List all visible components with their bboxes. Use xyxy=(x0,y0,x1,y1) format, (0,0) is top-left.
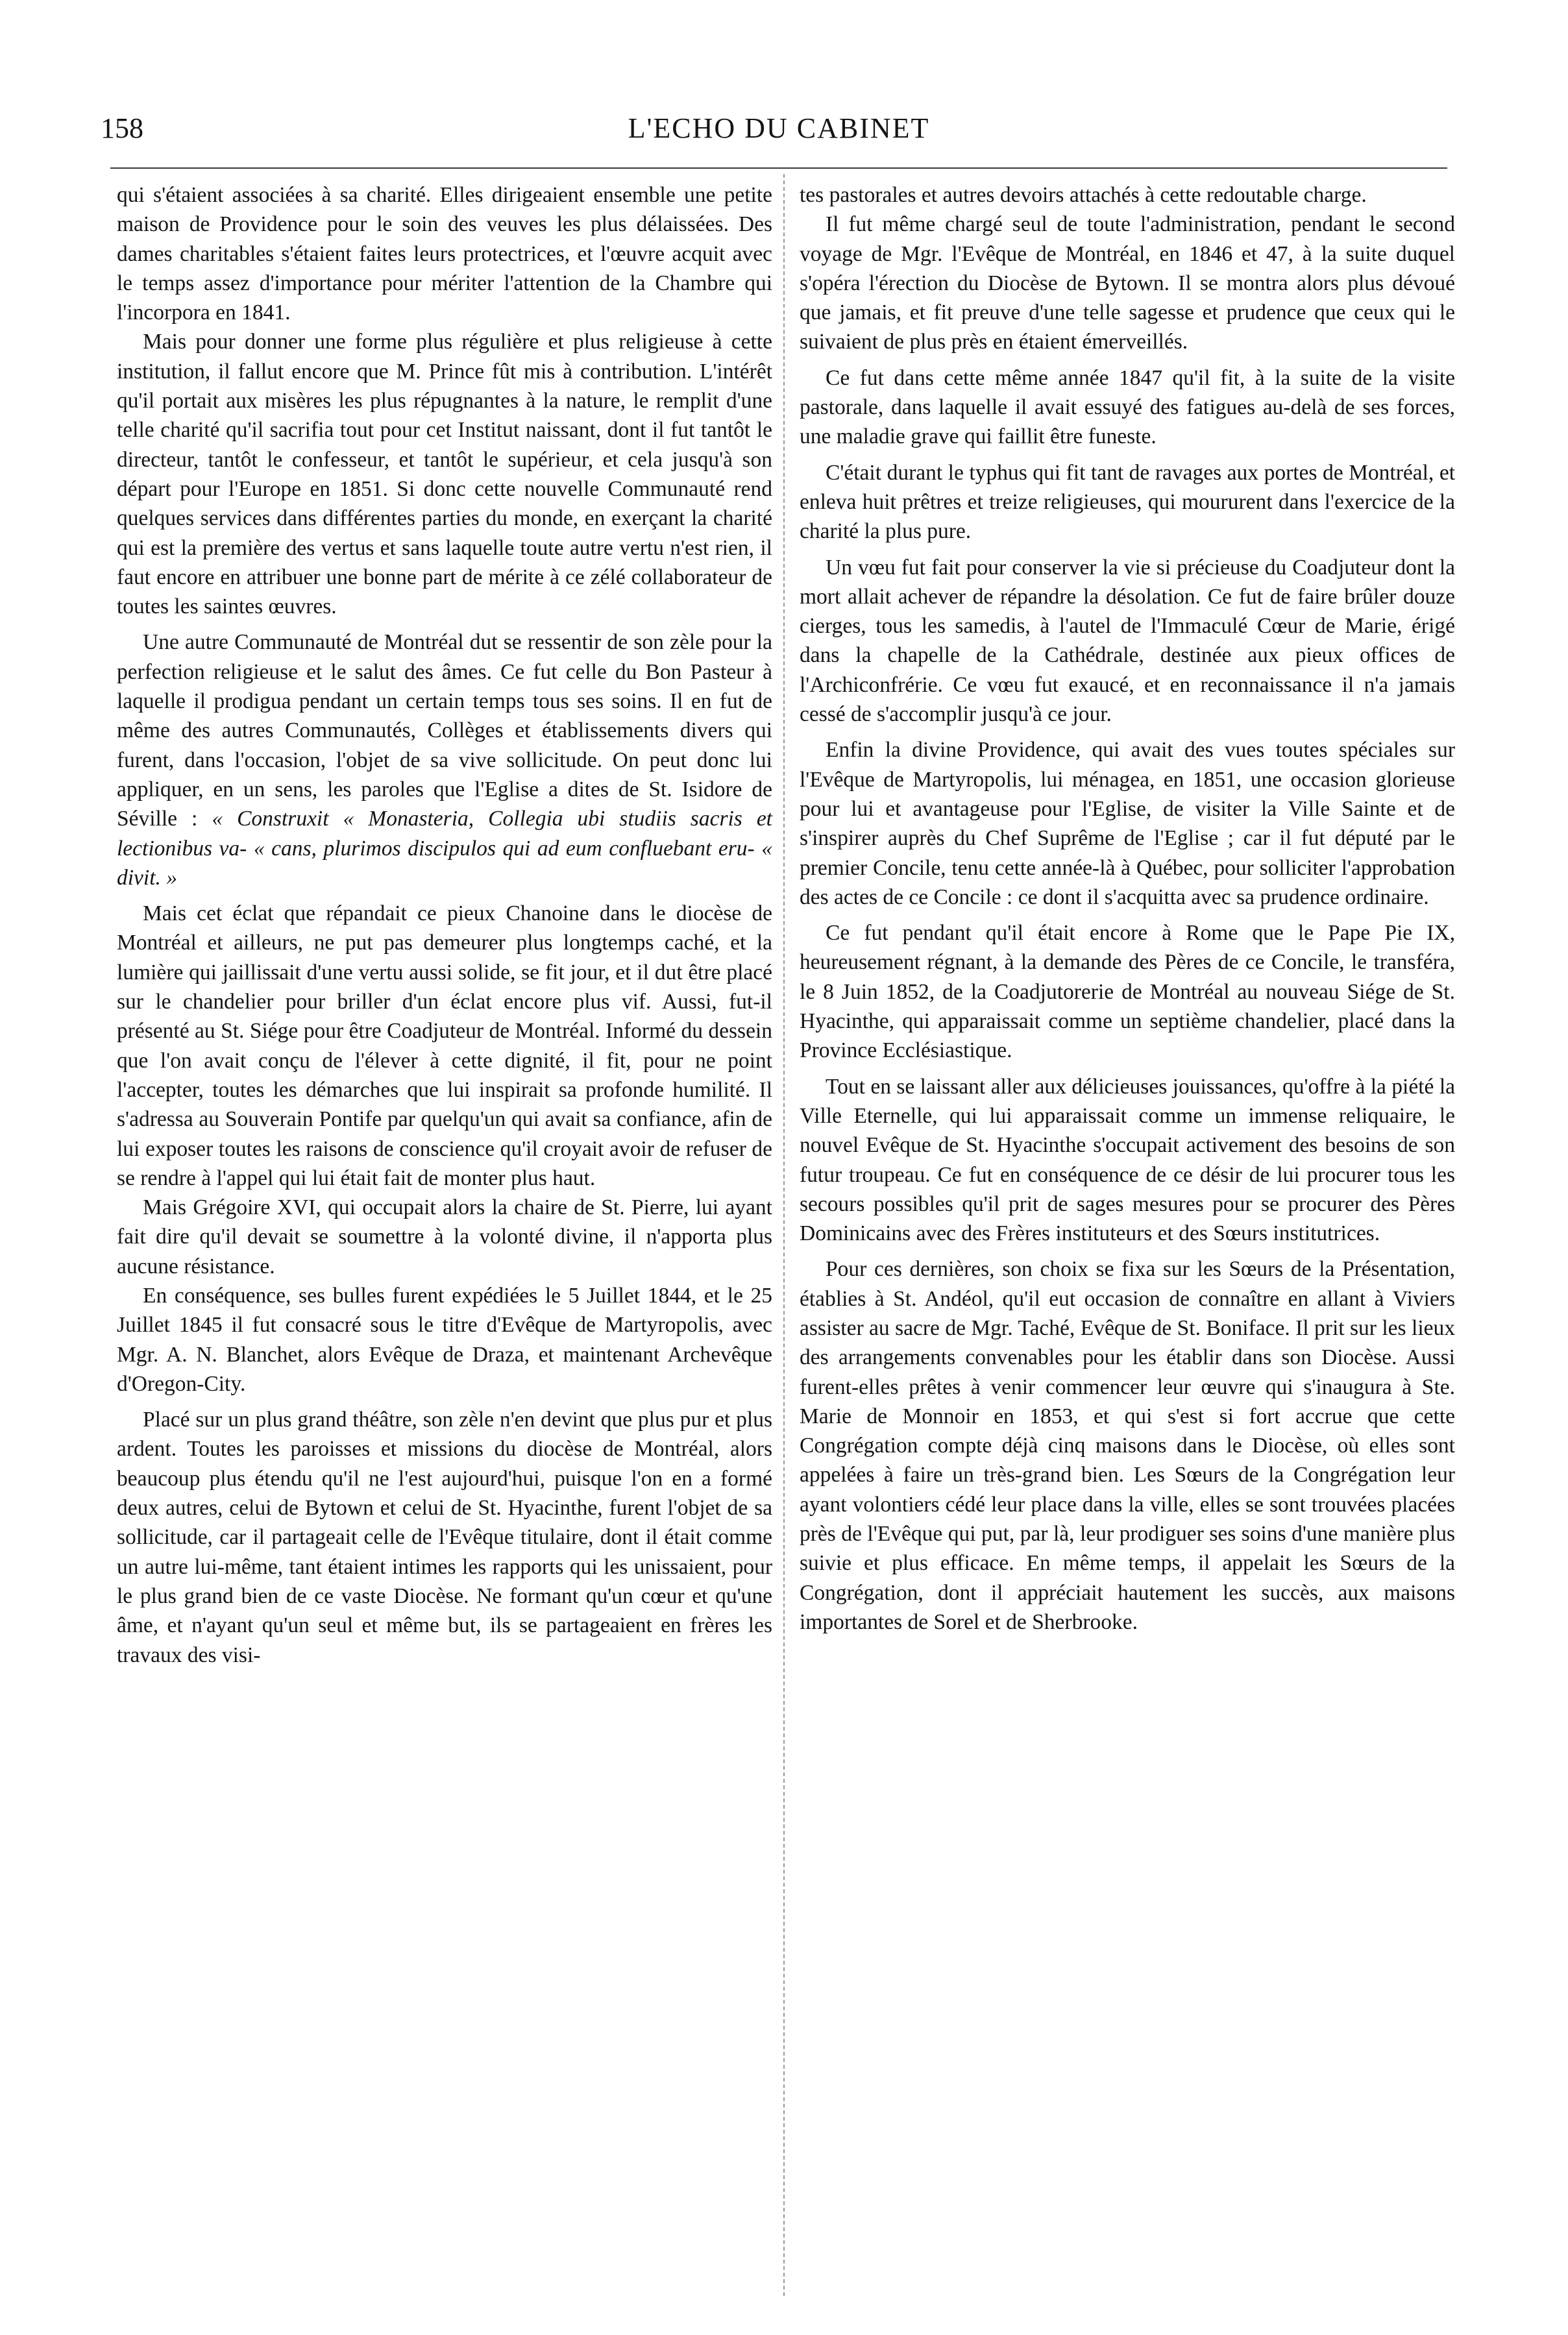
paragraph: qui s'étaient associées à sa charité. Elles dirigeaient ensemble une petite maison de Providence pour le soin des veuves les plus délaissées. Des dames charitables s'étaient faites leurs protectrices, et l'œuvre acquit avec le temps assez d'importance pour mériter l'attention de la Chambre qui l'incorpora en 1841. xyxy=(117,183,772,325)
latin-quotation: « Construxit « Monasteria, Collegia ubi studiis sacris et lectionibus va- « cans, plurimos discipulos qui ad eum confluebant eru- « divit. » xyxy=(117,807,772,890)
header-rule xyxy=(110,167,1447,169)
paragraph: C'était durant le typhus qui fit tant de ravages aux portes de Montréal, et enleva huit prêtres et treize religieuses, qui moururent dans l'exercice de la charité la plus pure. xyxy=(800,460,1455,544)
paragraph: Ce fut pendant qu'il était encore à Rome que le Pape Pie IX, heureusement régnant, à la demande des Pères de ce Concile, le transféra, le 8 Juin 1852, de la Coadjutorerie de Montréal au nouveau Siége de St. Hyacinthe, qui apparaissait comme un septième chandelier, placé dans la Province Ecclésiastique. xyxy=(800,921,1455,1063)
page-number: 158 xyxy=(101,112,143,144)
paragraph: Ce fut dans cette même année 1847 qu'il fit, à la suite de la visite pastorale, dans laquelle il avait essuyé des fatigues au-delà de ses forces, une maladie grave qui faillit être funeste. xyxy=(800,365,1455,449)
paragraph: Placé sur un plus grand théâtre, son zèle n'en devint que plus pur et plus ardent. Toutes les paroisses et missions du diocèse de Montréal, alors beaucoup plus étendu qu'il ne l'est aujourd'hui, puisque l'on en a formé deux autres, celui de Bytown et celui de St. Hyacinthe, furent l'objet de sa sollicitude, car il partageait celle de l'Evêque titulaire, dont il était comme un autre lui-même, tant étaient intimes les rapports qui les unissaient, pour le plus grand bien de ce vaste Diocèse. Ne formant qu'un cœur et qu'une âme, et n'ayant qu'un seul et même but, ils se partageaient en frères les travaux des visi- xyxy=(117,1408,772,1667)
paragraph: Mais cet éclat que répandait ce pieux Chanoine dans le diocèse de Montréal et ailleurs, ne put pas demeurer plus longtemps caché, et la lumière qui jaillissait d'une vertu aussi solide, se fit jour, et il dut être placé sur le chandelier pour briller d'un éclat encore plus vif. Aussi, fut-il présenté au St. Siége pour être Coadjuteur de Montréal. Informé du dessein que l'on avait conçu de l'élever à cette dignité, il fit, pour ne point l'accepter, toutes les démarches que lui inspirait sa profonde humilité. Il s'adressa au Souverain Pontife par quelqu'un qui avait sa confiance, afin de lui exposer toutes les raisons de conscience qu'il croyait avoir de refuser de se rendre à l'appel qui lui était fait de monter plus haut. xyxy=(117,901,772,1190)
paragraph: Il fut même chargé seul de toute l'administration, pendant le second voyage de Mgr. l'Evêque de Montréal, en 1846 et 47, à la suite duquel s'opéra l'érection du Diocèse de Bytown. Il se montra alors plus dévoué que jamais, et fit preuve d'une telle sagesse et prudence que ceux qui le suivaient de plus près en étaient émerveillés. xyxy=(800,212,1455,354)
page-header xyxy=(101,112,1457,151)
left-column xyxy=(117,180,772,1670)
paragraph xyxy=(117,628,772,892)
paragraph: Un vœu fut fait pour conserver la vie si précieuse du Coadjuteur dont la mort allait achever de répandre la désolation. Ce fut de faire brûler douze cierges, tous les samedis, à l'autel de l'Immaculé Cœur de Marie, érigé dans la chapelle de la Cathédrale, destinée aux pieux offices de l'Archiconfrérie. Ce vœu fut exaucé, et en reconnaissance il n'a jamais cessé de s'accomplir jusqu'à ce jour. xyxy=(800,555,1455,727)
paragraph: Tout en se laissant aller aux délicieuses jouissances, qu'offre à la piété la Ville Eternelle, qui lui apparaissait comme un immense reliquaire, le nouvel Evêque de St. Hyacinthe s'occupait activement des besoins de son futur troupeau. Ce fut en conséquence de ce désir de lui procurer tous les secours possibles qu'il prit de sages mesures pour se procurer des Pères Dominicains avec des Frères instituteurs et des Sœurs institutrices. xyxy=(800,1074,1455,1246)
paragraph-text: Une autre Communauté de Montréal dut se ressentir de son zèle pour la perfection religieuse et le salut des âmes. Ce fut celle du Bon Pasteur à laquelle il prodigua pendant un certain temps tous ses soins. Il en fut de même des autres Communautés, Collèges et établissements divers qui furent, dans l'occasion, l'objet de sa vive sollicitude. On peut donc lui appliquer, en un sens, les paroles que l'Eglise a dites de St. Isidore de Séville : xyxy=(117,630,772,831)
column-divider xyxy=(783,174,785,2296)
paragraph: tes pastorales et autres devoirs attachés à cette redoutable charge. xyxy=(800,183,1367,207)
paragraph: Enfin la divine Providence, qui avait des vues toutes spéciales sur l'Evêque de Martyropolis, lui ménagea, en 1851, une occasion glorieuse pour lui et avantageuse pour l'Eglise, de visiter la Ville Sainte et de s'inspirer auprès du Chef Suprême de l'Eglise ; car il fut député par le premier Concile, tenu cette année-là à Québec, pour solliciter l'approbation des actes de ce Concile : ce dont il s'acquitta avec sa prudence ordinaire. xyxy=(800,738,1455,909)
paragraph: En conséquence, ses bulles furent expédiées le 5 Juillet 1844, et le 25 Juillet 1845 il fut consacré sous le titre d'Evêque de Martyropolis, avec Mgr. A. N. Blanchet, alors Evêque de Draza, et maintenant Archevêque d'Oregon-City. xyxy=(117,1283,772,1396)
running-title: L'ECHO DU CABINET xyxy=(628,112,930,144)
paragraph: Mais pour donner une forme plus régulière et plus religieuse à cette institution, il fallut encore que M. Prince fût mis à contribution. L'intérêt qu'il portait aux misères les plus répugnantes à la nature, le remplit d'une telle charité qu'il sacrifia tout pour cet Institut naissant, dont il fut tantôt le directeur, tantôt le confesseur, et tantôt le supérieur, et cela jusqu'à son départ pour l'Europe en 1851. Si donc cette nouvelle Communauté rend quelques services dans différentes parties du monde, en exerçant la charité qui est la première des vertus et sans laquelle toute autre vertu n'est rien, il faut encore en attribuer une bonne part de mérite à ce zélé collaborateur de toutes les saintes œuvres. xyxy=(117,330,772,619)
right-column xyxy=(800,180,1455,1637)
paragraph: Mais Grégoire XVI, qui occupait alors la chaire de St. Pierre, lui ayant fait dire qu'il devait se soumettre à la volonté divine, il n'apporta plus aucune résistance. xyxy=(117,1195,772,1278)
paragraph: Pour ces dernières, son choix se fixa sur les Sœurs de la Présentation, établies à St. Andéol, qu'il eut occasion de connaître en allant à Viviers assister au sacre de Mgr. Taché, Evêque de St. Boniface. Il prit sur les lieux des arrangements convenables pour les établir dans son Diocèse. Aussi furent-elles prêtes à venir commencer leur œuvre qui s'inaugura à Ste. Marie de Monnoir en 1853, et qui s'est si fort accrue que cette Congrégation compte déjà cinq maisons dans le Diocèse, où elles sont appelées à faire un très-grand bien. Les Sœurs de la Congrégation leur ayant volontiers cédé leur place dans la ville, elles se sont trouvées placées près de l'Evêque qui put, par là, leur prodiguer ses soins d'une manière plus suivie et plus efficace. En même temps, il appelait les Sœurs de la Congrégation, dont il appréciait hautement les succès, aux maisons importantes de Sorel et de Sherbrooke. xyxy=(800,1257,1455,1634)
